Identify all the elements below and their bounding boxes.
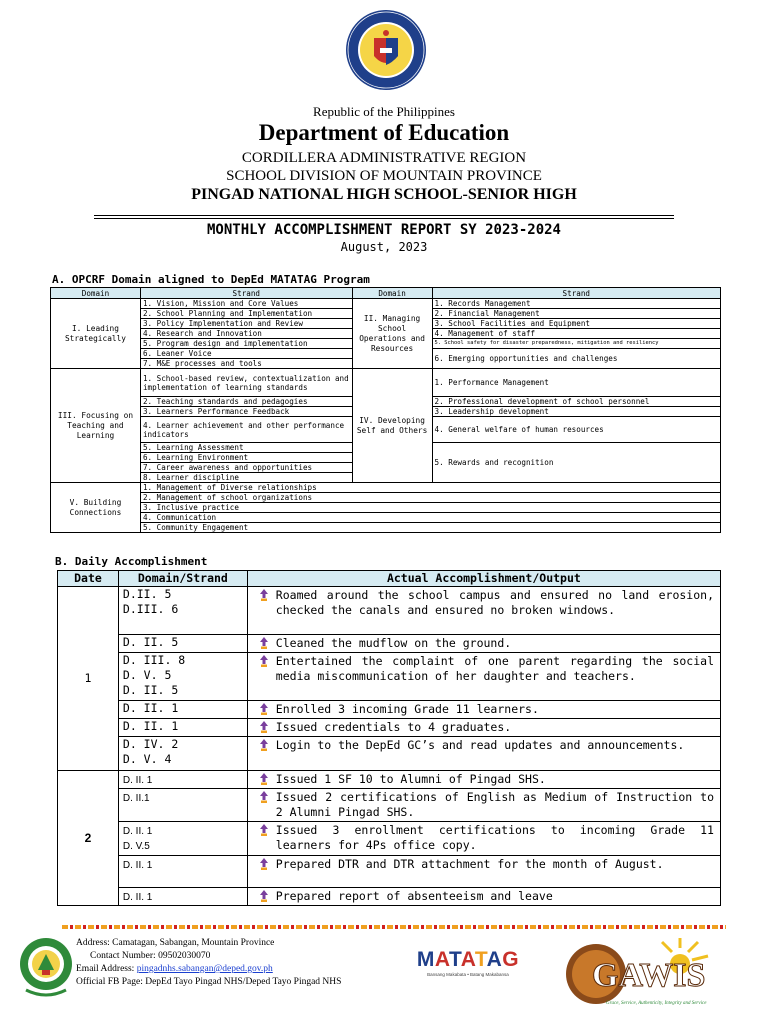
section-a-title: A. OPCRF Domain aligned to DepEd MATATAG Program — [52, 273, 370, 286]
col-domain-header-2: Domain — [352, 288, 432, 299]
accomplishment-cell: Login to the DepEd GC’s and read updates and announcements. — [247, 737, 720, 771]
strand-cell: 5. Rewards and recognition — [432, 443, 720, 483]
col-domain-strand-header: Domain/Strand — [118, 571, 247, 587]
arrow-bullet-icon — [258, 589, 270, 601]
col-date-header: Date — [58, 571, 119, 587]
strand-cell: 4. Communication — [140, 513, 720, 523]
daily-accomplishment-table — [57, 570, 721, 906]
division-name: SCHOOL DIVISION OF MOUNTAIN PROVINCE — [226, 168, 542, 184]
footer-address: Address: Camatagan, Sabangan, Mountain Province — [76, 938, 275, 948]
domain-iii-focusing: III. Focusing on Teaching and Learning — [51, 369, 141, 483]
strand-cell: 3. School Facilities and Equipment — [432, 319, 720, 329]
domain-iv-developing: IV. Developing Self and Others — [352, 369, 432, 483]
matatag-wordmark: MATATAG — [416, 948, 520, 971]
email-label: Email Address: — [76, 964, 135, 974]
matatag-tagline: Bansang Makabata • Batang Makabansa — [427, 972, 509, 977]
strand-code: D. II.1 — [118, 789, 247, 822]
domain-v-building: V. Building Connections — [51, 483, 141, 533]
strand-cell: 1. Vision, Mission and Core Values — [140, 299, 352, 309]
domain-ii-managing: II. Managing School Operations and Resources — [352, 299, 432, 369]
arrow-bullet-icon — [258, 721, 270, 733]
accomplishment-cell: Prepared DTR and DTR attachment for the month of August. — [247, 856, 720, 888]
strand-code: D. IV. 2 D. V. 4 — [118, 737, 247, 771]
strand-cell: 2. Teaching standards and pedagogies — [140, 397, 352, 407]
accomplishment-cell: Issued 3 enrollment certifications to incoming Grade 11 learners for 4Ps office copy. — [247, 822, 720, 856]
strand-cell: 2. Financial Management — [432, 309, 720, 319]
school-logo — [18, 932, 74, 1002]
strand-cell: 4. Research and Innovation — [140, 329, 352, 339]
strand-code: D. II. 5 — [118, 635, 247, 653]
accomplishment-cell: Entertained the complaint of one parent regarding the social media miscommunication of her daughter and teachers. — [247, 653, 720, 701]
domain-i-leading: I. Leading Strategically — [51, 299, 141, 369]
opcrf-domain-table — [50, 287, 721, 533]
gawis-logo — [562, 938, 712, 1012]
col-strand-header: Strand — [140, 288, 352, 299]
arrow-bullet-icon — [258, 703, 270, 715]
strand-code: D. II. 1 — [118, 701, 247, 719]
strand-cell: 2. Management of school organizations — [140, 493, 720, 503]
strand-cell: 2. School Planning and Implementation — [140, 309, 352, 319]
strand-cell: 3. Policy Implementation and Review — [140, 319, 352, 329]
strand-cell: 5. Learning Assessment — [140, 443, 352, 453]
strand-cell: 4. Management of staff — [432, 329, 720, 339]
footer-contact: Contact Number: 09502030070 — [90, 951, 211, 961]
matatag-logo — [400, 948, 536, 977]
strand-cell: 6. Learning Environment — [140, 453, 352, 463]
gawis-tagline: Grace, Service, Authenticity, Integrity and Service — [606, 1001, 707, 1006]
date-day-2: 2 — [58, 771, 119, 906]
strand-cell: 7. Career awareness and opportunities — [140, 463, 352, 473]
strand-cell: 3. Learners Performance Feedback — [140, 407, 352, 417]
strand-cell: 1. Management of Diverse relationships — [140, 483, 720, 493]
arrow-bullet-icon — [258, 655, 270, 667]
footer-email-row — [76, 964, 273, 974]
strand-cell: 4. General welfare of human resources — [432, 417, 720, 443]
arrow-bullet-icon — [258, 858, 270, 870]
col-domain-header: Domain — [51, 288, 141, 299]
arrow-bullet-icon — [258, 773, 270, 785]
strand-cell: 5. Community Engagement — [140, 523, 720, 533]
accomplishment-cell: Roamed around the school campus and ensured no land erosion, checked the canals and ensured no broken windows. — [247, 587, 720, 635]
strand-code: D. II. 1 — [118, 856, 247, 888]
strand-cell: 5. School safety for disaster preparedness, mitigation and resiliency — [432, 339, 720, 349]
footer-divider — [62, 925, 726, 929]
header-divider — [94, 215, 674, 216]
strand-code: D. II. 1 — [118, 719, 247, 737]
school-name: PINGAD NATIONAL HIGH SCHOOL-SENIOR HIGH — [191, 186, 577, 203]
arrow-bullet-icon — [258, 890, 270, 902]
strand-cell: 4. Learner achievement and other performance indicators — [140, 417, 352, 443]
col-output-header: Actual Accomplishment/Output — [247, 571, 720, 587]
col-strand-header-2: Strand — [432, 288, 720, 299]
email-link[interactable]: pingadnhs.sabangan@deped.gov.ph — [136, 964, 273, 974]
strand-cell: 7. M&E processes and tools — [140, 359, 352, 369]
accomplishment-cell: Issued credentials to 4 graduates. — [247, 719, 720, 737]
arrow-bullet-icon — [258, 791, 270, 803]
strand-code: D. II. 1 D. V.5 — [118, 822, 247, 856]
header-divider-2 — [94, 218, 674, 219]
deped-seal-logo — [344, 8, 428, 92]
region-name: CORDILLERA ADMINISTRATIVE REGION — [241, 150, 527, 166]
report-title: MONTHLY ACCOMPLISHMENT REPORT SY 2023-2024 — [206, 222, 561, 238]
strand-cell: 1. School-based review, contextualization and implementation of learning standards — [140, 369, 352, 397]
strand-cell: 6. Leaner Voice — [140, 349, 352, 359]
republic-label: Republic of the Philippines — [313, 104, 455, 119]
report-date: August, 2023 — [340, 240, 428, 254]
strand-cell: 8. Learner discipline — [140, 473, 352, 483]
strand-code: D. II. 1 — [118, 771, 247, 789]
section-b-title: B. Daily Accomplishment — [55, 555, 208, 568]
arrow-bullet-icon — [258, 824, 270, 836]
strand-cell: 6. Emerging opportunities and challenges — [432, 349, 720, 369]
accomplishment-cell: Issued 1 SF 10 to Alumni of Pingad SHS. — [247, 771, 720, 789]
strand-cell: 3. Inclusive practice — [140, 503, 720, 513]
gawis-wordmark: GAWIS — [592, 957, 706, 994]
date-day-1: 1 — [58, 587, 119, 771]
strand-cell: 1. Performance Management — [432, 369, 720, 397]
accomplishment-cell: Issued 2 certifications of English as Medium of Instruction to 2 Alumni Pingad SHS. — [247, 789, 720, 822]
strand-cell: 2. Professional development of school personnel — [432, 397, 720, 407]
strand-code: D.II. 5 D.III. 6 — [118, 587, 247, 635]
strand-cell: 1. Records Management — [432, 299, 720, 309]
strand-cell: 3. Leadership development — [432, 407, 720, 417]
arrow-bullet-icon — [258, 739, 270, 751]
department-title: Department of Education — [258, 120, 510, 145]
accomplishment-cell: Enrolled 3 incoming Grade 11 learners. — [247, 701, 720, 719]
accomplishment-cell: Prepared report of absenteeism and leave — [247, 888, 720, 906]
footer-fb-page: Official FB Page: DepEd Tayo Pingad NHS/Deped Tayo Pingad NHS — [76, 977, 342, 987]
accomplishment-cell: Cleaned the mudflow on the ground. — [247, 635, 720, 653]
strand-cell: 5. Program design and implementation — [140, 339, 352, 349]
strand-code: D. III. 8 D. V. 5 D. II. 5 — [118, 653, 247, 701]
arrow-bullet-icon — [258, 637, 270, 649]
strand-code: D. II. 1 — [118, 888, 247, 906]
